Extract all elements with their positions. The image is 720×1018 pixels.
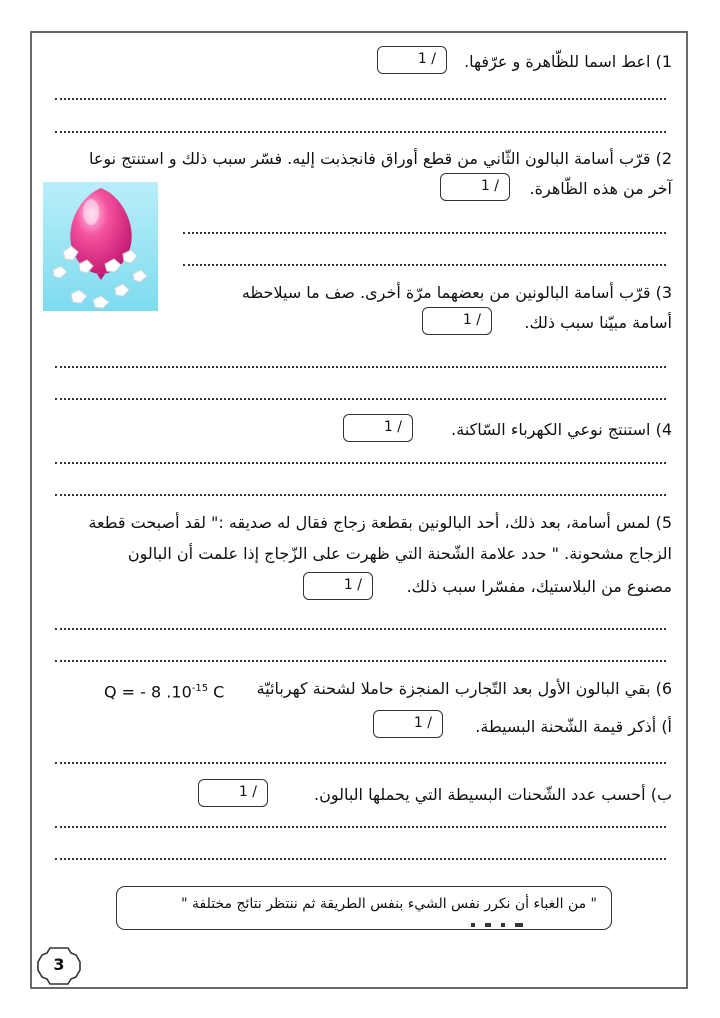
question-5-line-1: 5) لمس أسامة، بعد ذلك، أحد البالونين بقطعة زجاج فقال له صديقه :" لقد أصبحت قطعة (88, 513, 672, 532)
answer-line (55, 462, 666, 464)
question-6-intro: 6) بقي البالون الأول بعد التّجارب المنجزة حاملا لشحنة كهربائيّة (256, 679, 672, 698)
question-1: 1) اعط اسما للظّاهرة و عرّفها. (464, 52, 672, 71)
answer-line (183, 232, 666, 234)
answer-line (55, 660, 666, 662)
score-box-q4: 1 / (343, 414, 413, 442)
question-2-line-2: آخر من هذه الظّاهرة. (529, 179, 672, 198)
question-5-line-2: الزجاج مشحونة. " حدد علامة الشّحنة التي ظهرت على الزّجاج إذا علمت أن البالون (127, 544, 672, 563)
score-box-q6b: 1 / (198, 779, 268, 807)
page-number: 3 (53, 955, 65, 974)
question-4: 4) استنتج نوعي الكهرباء السّاكنة. (451, 420, 672, 439)
answer-line (55, 858, 666, 860)
answer-line (55, 628, 666, 630)
quote-cut-off-mark (471, 921, 531, 929)
score-box-q2: 1 / (440, 173, 510, 201)
balloon-image (43, 182, 158, 311)
worksheet-frame (30, 31, 688, 989)
answer-line (55, 98, 666, 100)
answer-line (55, 826, 666, 828)
answer-line (55, 762, 666, 764)
question-6a: أ) أذكر قيمة الشّحنة البسيطة. (475, 717, 672, 736)
question-3-line-1: 3) قرّب أسامة البالونين من بعضهما مرّة أخرى. صف ما سيلاحظه (241, 283, 672, 302)
answer-line (55, 494, 666, 496)
quote-box (116, 886, 612, 930)
score-box-q6a: 1 / (373, 710, 443, 738)
score-box-q1: 1 / (377, 46, 447, 74)
question-6b: ب) أحسب عدد الشّحنات البسيطة التي يحملها البالون. (314, 785, 672, 804)
answer-line (183, 264, 666, 266)
score-box-q3: 1 / (422, 307, 492, 335)
question-3-line-2: أسامة مبيّنا سبب ذلك. (524, 313, 672, 332)
question-2-line-1: 2) قرّب أسامة البالون الثّاني من قطع أوراق فانجذبت إليه. فسّر سبب ذلك و استنتج نوعا (88, 149, 672, 168)
quote-text: " من الغباء أن نكرر نفس الشيء بنفس الطريقة ثم ننتظر نتائج مختلفة " (181, 896, 597, 912)
answer-line (55, 366, 666, 368)
question-5-line-3: مصنوع من البلاستيك، مفسّرا سبب ذلك. (406, 577, 672, 596)
score-box-q5: 1 / (303, 572, 373, 600)
page-number-badge (34, 945, 84, 987)
charge-formula: Q = - 8 $.10^{-15}$ C (104, 682, 225, 702)
answer-line (55, 131, 666, 133)
answer-line (55, 398, 666, 400)
